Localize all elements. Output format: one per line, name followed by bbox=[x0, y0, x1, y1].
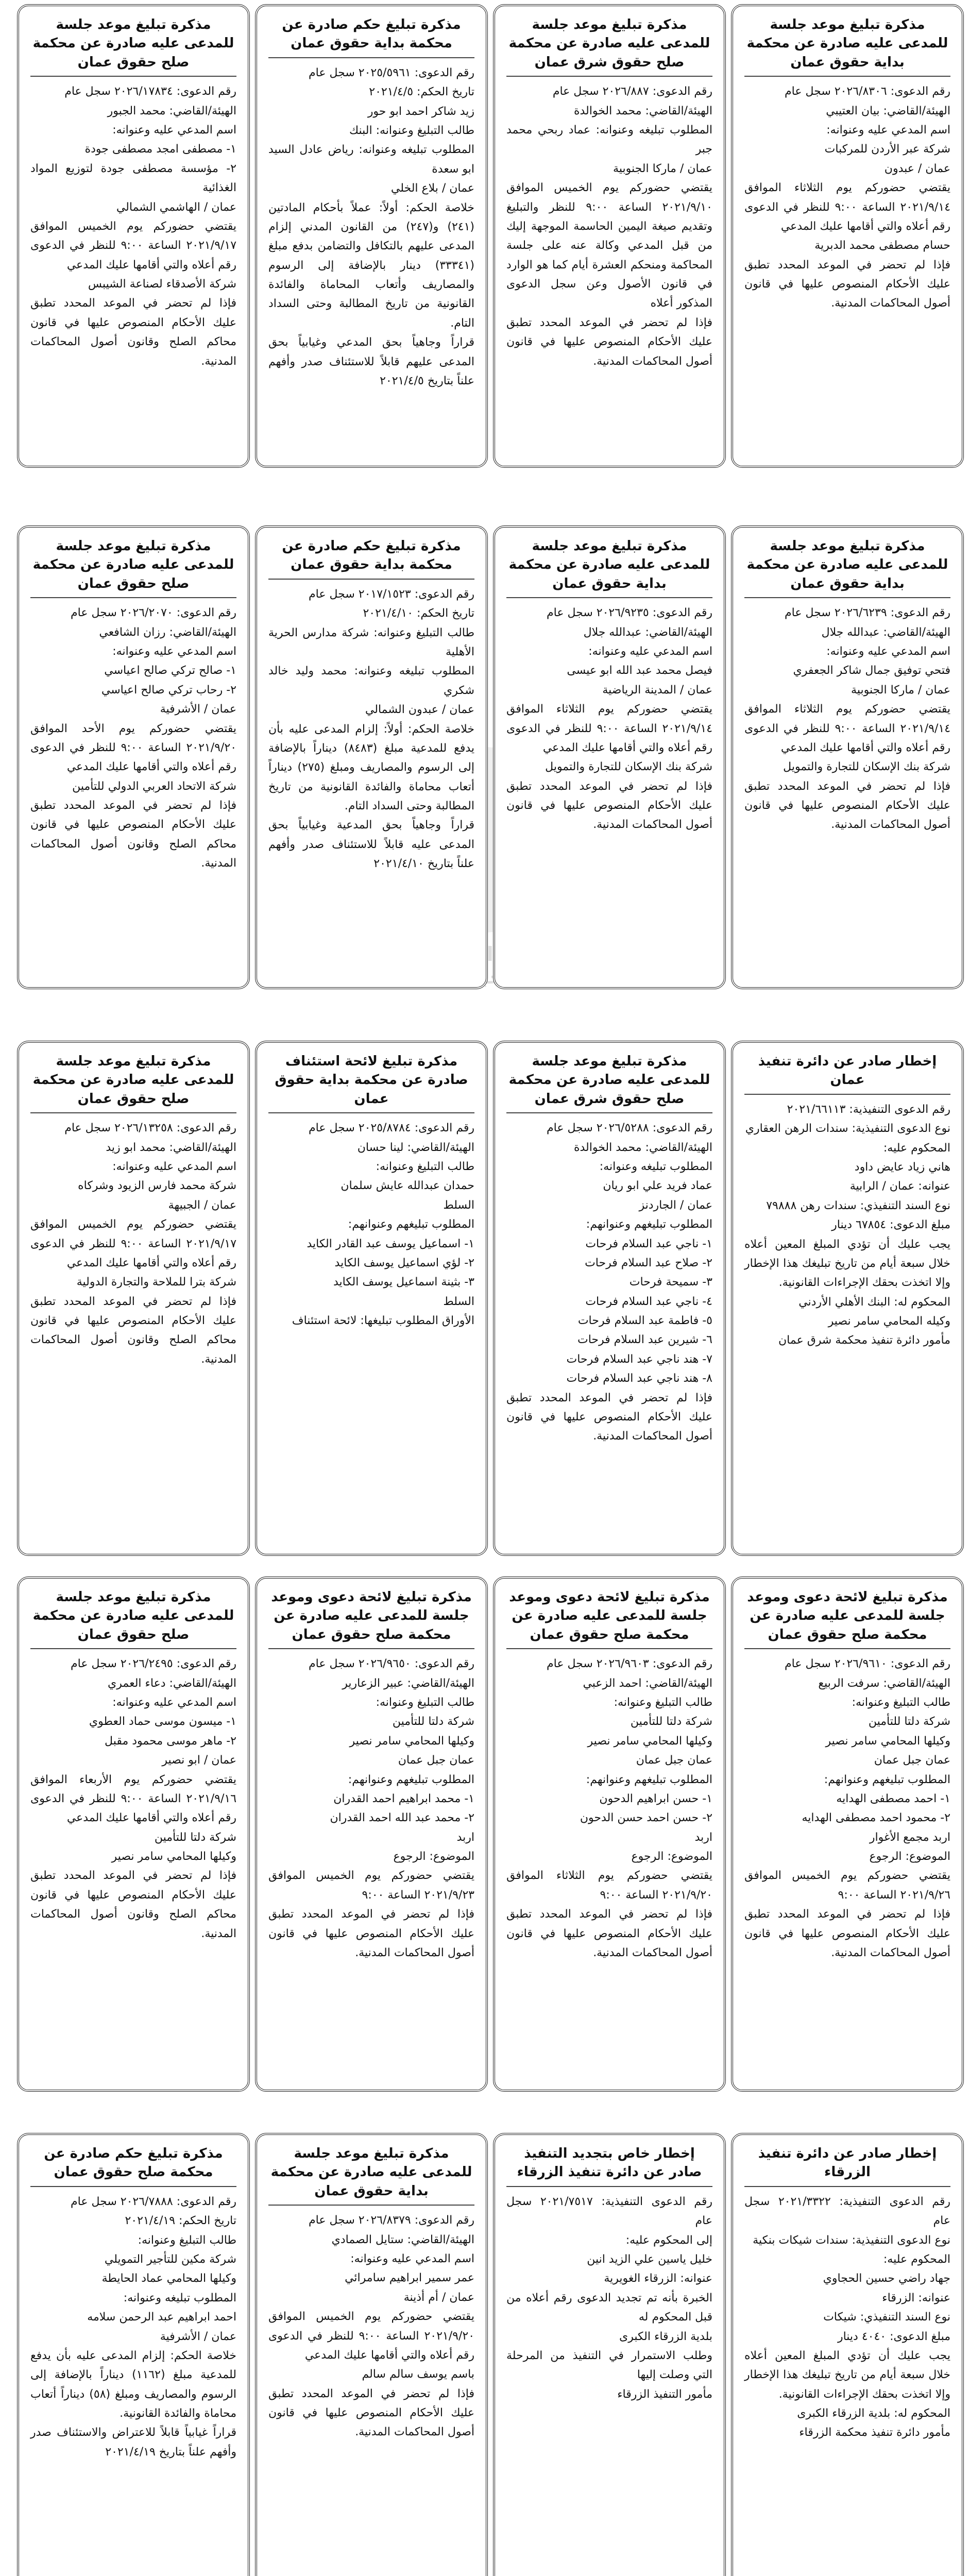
notice-title: مذكرة تبليغ موعد جلسة للمدعى عليه صادرة عن محكمة صلح حقوق عمان bbox=[30, 15, 236, 77]
legal-notice bbox=[255, 1041, 488, 1556]
legal-notice bbox=[493, 2133, 726, 2576]
notice-body: رقم الدعوى: ٢٠٢٦/١٣٢٥٨ سجل عام الهيئة/القاضي: محمد ابو زيد اسم المدعي عليه وعنوانه: شركة محمد فارس الزيود وشركاه عمان / الجبيهة يقتضي حضوركم يوم الخميس الموافق ٢٠٢١/٩/١٧ الساعة ٩:٠٠ للنظر في الدعوى رقم أعلاه والتي أقامها عليك المدعي شركة بترا للملاحة والتجارة الدولية فإذا لم تحضر في الموعد المحدد تطبق عليك الأحكام المنصوص عليها في قانون محاكم الصلح وقانون أصول المحاكمات المدنية. bbox=[30, 1122, 237, 1366]
notice-body: رقم الدعوى التنفيذية: ٢٠٢١/٦٦١١٣ نوع الدعوى التنفيذية: سندات الرهن العقاري المحكوم عليه: هاني زياد عايض داود عنوانه: عمان / الرابية نوع السند التنفيذي: سندات رهن ٧٩٨٨٨ مبلغ الدعوى: ٦٧٨٥٤ دينار يجب عليك أن تؤدي المبلغ المعين أعلاه خلال سبعة أيام من تاريخ تبليغك هذا الإخطار وإلا اتخذت بحقك الإجراءات القانونية. المحكوم له: البنك الأهلي الأردني وكيله المحامي سامر نصير مأمور دائرة تنفيذ محكمة شرق عمان bbox=[744, 1103, 950, 1347]
notice-title: مذكرة تبليغ موعد جلسة للمدعى عليه صادرة عن محكمة صلح حقوق شرق عمان bbox=[506, 15, 712, 77]
legal-notice bbox=[493, 1577, 726, 2092]
notice-title: مذكرة تبليغ موعد جلسة للمدعى عليه صادرة عن محكمة صلح حقوق عمان bbox=[30, 1052, 236, 1113]
legal-notice bbox=[17, 1577, 250, 2092]
notice-title: مذكرة تبليغ موعد جلسة للمدعى عليه صادرة عن محكمة بداية حقوق عمان bbox=[744, 537, 950, 598]
notice-title: مذكرة تبليغ حكم صادرة عن محكمة بداية حقوق عمان bbox=[268, 15, 474, 58]
notice-title: إخطار خاص بتجديد التنفيذ صادر عن دائرة تنفيذ الزرقاء bbox=[506, 2144, 712, 2187]
notice-title: مذكرة تبليغ موعد جلسة للمدعى عليه صادرة عن محكمة بداية حقوق عمان bbox=[744, 15, 950, 77]
notice-body: رقم الدعوى: ٢٠٢٦/٨٣٧٩ سجل عام الهيئة/القاضي: ستايل الصمادي اسم المدعي عليه وعنوانه: عمر سمير ابراهيم سامرائي عمان / أم أذينة يقتضي حضوركم يوم الخميس الموافق ٢٠٢١/٩/٢٠ الساعة ٩:٠٠ للنظر في الدعوى رقم أعلاه والتي أقامها عليك المدعي باسم يوسف سالم سالم فإذا لم تحضر في الموعد المحدد تطبق عليك الأحكام المنصوص عليها في قانون أصول المحاكمات المدنية. bbox=[268, 2214, 475, 2439]
legal-notice bbox=[493, 526, 726, 989]
legal-notice bbox=[493, 4, 726, 468]
notice-title: مذكرة تبليغ لائحة استئناف صادرة عن محكمة بداية حقوق عمان bbox=[268, 1052, 474, 1113]
notice-body: رقم الدعوى: ٢٠٢٦/٨٨٧ سجل عام الهيئة/القاضي: محمد الخوالدة المطلوب تبليغه وعنوانه: عماد ربحي محمد جبر عمان / ماركا الجنوبية يقتضي حضوركم يوم الخميس الموافق ٢٠٢١/٩/١٠ الساعة ٩:٠٠ للنظر والتبليغ وتقديم صيغة اليمين الحاسمة الموجهة إليك من قبل المدعي وكالة عنه على جلسة المحاكمة ومنحكم العشرة أيام كما هو الوارد في قانون الأصول وعن سجل الدعوى المذكور أعلاه فإذا لم تحضر في الموعد المحدد تطبق عليك الأحكام المنصوص عليها في قانون أصول المحاكمات المدنية. bbox=[506, 85, 712, 368]
notice-title: إخطار صادر عن دائرة تنفيذ الزرقاء bbox=[744, 2144, 950, 2187]
legal-notice bbox=[731, 1577, 964, 2092]
legal-notice bbox=[255, 2133, 488, 2576]
notice-title: مذكرة تبليغ لائحة دعوى وموعد جلسة للمدعى عليه صادرة عن محكمة صلح حقوق عمان bbox=[506, 1588, 712, 1649]
notice-body: رقم الدعوى: ٢٠٢٦/٩٢٣٥ سجل عام الهيئة/القاضي: عبدالله جلال اسم المدعي عليه وعنوانه: فيصل محمد عبد الله ابو عيسى عمان / المدينة الرياضية يقتضي حضوركم يوم الثلاثاء الموافق ٢٠٢١/٩/١٤ الساعة ٩:٠٠ للنظر في الدعوى رقم أعلاه والتي أقامها عليك المدعي شركة بنك الإسكان للتجارة والتمويل فإذا لم تحضر في الموعد المحدد تطبق عليك الأحكام المنصوص عليها في قانون أصول المحاكمات المدنية. bbox=[506, 606, 713, 832]
notice-body: رقم الدعوى: ٢٠٢٦/٢٤٩٥ سجل عام الهيئة/القاضي: دعاء العمري اسم المدعي عليه وعنوانه: ١- ميسون موسى حماد العطوي ٢- ماهر موسى محمود مقبل عمان / ابو نصير يقتضي حضوركم يوم الأربعاء الموافق ٢٠٢١/٩/١٦ الساعة ٩:٠٠ للنظر في الدعوى رقم أعلاه والتي أقامها عليك المدعي شركة دلتا للتأمين وكيلها المحامي سامر نصير فإذا لم تحضر في الموعد المحدد تطبق عليك الأحكام المنصوص عليها في قانون محاكم الصلح وقانون أصول المحاكمات المدنية. bbox=[30, 1657, 237, 1940]
notice-body: رقم الدعوى: ٢٠١٧/١٥٢٣ سجل عام تاريخ الحكم: ٢٠٢١/٤/١٠ طالب التبليغ وعنوانه: شركة مدارس الحرية الأهلية المطلوب تبليغه وعنوانه: محمد وليد خالد شكري عمان / عبدون الشمالي خلاصة الحكم: أولاً: إلزام المدعى عليه بأن يدفع للمدعية مبلغ (٨٤٨٣) ديناراً بالإضافة إلى الرسوم والمصاريف ومبلغ (٢٧٥) ديناراً أتعاب محاماة والفائدة القانونية من تاريخ المطالبة وحتى السداد التام. قراراً وجاهياً بحق المدعية وغيابياً بحق المدعى عليه قابلاً للاستئناف صدر وأفهم علناً بتاريخ ٢٠٢١/٤/١٠ bbox=[268, 587, 475, 871]
notice-title: مذكرة تبليغ موعد جلسة للمدعى عليه صادرة عن محكمة بداية حقوق عمان bbox=[506, 537, 712, 598]
legal-notice bbox=[255, 4, 488, 468]
notice-body: رقم الدعوى: ٢٠٢٦/٩٦٥٠ سجل عام الهيئة/القاضي: عبير الزعارير طالب التبليغ وعنوانه: شركة دلتا للتأمين وكيلها المحامي سامر نصير عمان جبل عمان المطلوب تبليغهم وعنوانهم: ١- محمد ابراهيم احمد القدران ٢- محمد عبد الله احمد القدران اربد الموضوع: الرجوع يقتضي حضوركم يوم الخميس الموافق ٢٠٢١/٩/٢٣ الساعة ٩:٠٠ فإذا لم تحضر في الموعد المحدد تطبق عليك الأحكام المنصوص عليها في قانون أصول المحاكمات المدنية. bbox=[268, 1657, 474, 1960]
notice-title: مذكرة تبليغ موعد جلسة للمدعى عليه صادرة عن محكمة بداية حقوق عمان bbox=[268, 2144, 474, 2206]
notice-title: مذكرة تبليغ موعد جلسة للمدعى عليه صادرة عن محكمة صلح حقوق عمان bbox=[30, 1588, 236, 1649]
notice-body: رقم الدعوى: ٢٠٢٦/١٧٨٣٤ سجل عام الهيئة/القاضي: محمد الجبور اسم المدعي عليه وعنوانه: ١- مصطفى امجد مصطفى جودة ٢- مؤسسة مصطفى جودة لتوزيع المواد الغذائية عمان / الهاشمي الشمالي يقتضي حضوركم يوم الخميس الموافق ٢٠٢١/٩/١٧ الساعة ٩:٠٠ للنظر في الدعوى رقم أعلاه والتي أقامها عليك المدعي شركة الأصدقاء لصناعة الشيبس فإذا لم تحضر في الموعد المحدد تطبق عليك الأحكام المنصوص عليها في قانون محاكم الصلح وقانون أصول المحاكمات المدنية. bbox=[30, 85, 237, 368]
notice-body: رقم الدعوى التنفيذية: ٢٠٢١/٧٥١٧ سجل عام إلى المحكوم عليه: خليل ياسين علي الزيد انين عنوانه: الزرقاء الغويرية الخبرة بأنه تم تجديد الدعوى رقم أعلاه من قبل المحكوم له بلدية الزرقاء الكبرى وطلب الاستمرار في التنفيذ من المرحلة التي وصلت إليها مأمور التنفيذ الزرقاء bbox=[506, 2195, 713, 2401]
notice-title: مذكرة تبليغ لائحة دعوى وموعد جلسة للمدعى عليه صادرة عن محكمة صلح حقوق عمان bbox=[268, 1588, 474, 1649]
notice-title: مذكرة تبليغ حكم صادرة عن محكمة صلح حقوق عمان bbox=[30, 2144, 236, 2187]
notice-body: رقم الدعوى: ٢٠٢٦/٢٠٧٠ سجل عام الهيئة/القاضي: رزان الشافعي اسم المدعي عليه وعنوانه: ١- صالح تركي صالح اعياسي ٢- رحاب تركي صالح اعياسي عمان / الأشرفية يقتضي حضوركم يوم الأحد الموافق ٢٠٢١/٩/٢٠ الساعة ٩:٠٠ للنظر في الدعوى رقم أعلاه والتي أقامها عليك المدعي شركة الاتحاد العربي الدولي للتأمين فإذا لم تحضر في الموعد المحدد تطبق عليك الأحكام المنصوص عليها في قانون محاكم الصلح وقانون أصول المحاكمات المدنية. bbox=[30, 606, 237, 870]
legal-notice bbox=[17, 2133, 250, 2576]
legal-notice bbox=[255, 526, 488, 989]
notice-body: رقم الدعوى: ٢٠٢٦/٧٨٨٨ سجل عام تاريخ الحكم: ٢٠٢١/٤/١٩ طالب التبليغ وعنوانه: شركة مكين للتأجير التمويلي وكيلها المحامي عماد الحايطة المطلوب تبليغه وعنوانه: احمد ابراهيم عبد الرحمن سلامه عمان / الأشرفية خلاصة الحكم: إلزام المدعى عليه بأن يدفع للمدعية مبلغ (١١٦٢) ديناراً بالإضافة إلى الرسوم والمصاريف ومبلغ (٥٨) ديناراً أتعاب محاماة والفائدة القانونية. قراراً غيابياً قابلاً للاعتراض والاستئناف صدر وأفهم علناً بتاريخ ٢٠٢١/٤/١٩ bbox=[30, 2195, 236, 2459]
notice-body: رقم الدعوى: ٢٠٢٦/٩٦٠٣ سجل عام الهيئة/القاضي: احمد الزعبي طالب التبليغ وعنوانه: شركة دلتا للتأمين وكيلها المحامي سامر نصير عمان جبل عمان المطلوب تبليغهم وعنوانهم: ١- حسن ابراهيم الدحون ٢- حسن احمد حسن الدحون اربد الموضوع: الرجوع يقتضي حضوركم يوم الثلاثاء الموافق ٢٠٢١/٩/٢٠ الساعة ٩:٠٠ فإذا لم تحضر في الموعد المحدد تطبق عليك الأحكام المنصوص عليها في قانون أصول المحاكمات المدنية. bbox=[506, 1657, 712, 1960]
notice-body: رقم الدعوى: ٢٠٢٦/٨٣٠٦ سجل عام الهيئة/القاضي: بيان العتيبي اسم المدعي عليه وعنوانه: شركة عبر الأردن للمركبات عمان / عبدون يقتضي حضوركم يوم الثلاثاء الموافق ٢٠٢١/٩/١٤ الساعة ٩:٠٠ للنظر في الدعوى رقم أعلاه والتي أقامها عليك المدعي حسام مصطفى محمد الدبرية فإذا لم تحضر في الموعد المحدد تطبق عليك الأحكام المنصوص عليها في قانون أصول المحاكمات المدنية. bbox=[744, 85, 951, 310]
legal-notice bbox=[731, 1041, 964, 1556]
legal-notice bbox=[731, 4, 964, 468]
notice-body: رقم الدعوى: ٢٠٢٦/٥٢٨٨ سجل عام الهيئة/القاضي: محمد الخوالدة المطلوب تبليغه وعنوانه: عماد فريد علي ابو ريان عمان / الجاردنز المطلوب تبليغهم وعنوانهم: ١- ناجي عبد السلام فرحات ٢- صلاح عبد السلام فرحات ٣- سميحة فرحات ٤- ناجي عبد السلام فرحات ٥- فاطمة عبد السلام فرحات ٦- شيرين عبد السلام فرحات ٧- هند ناجي عبد السلام فرحات ٨- هند ناجي عبد السلام فرحات فإذا لم تحضر في الموعد المحدد تطبق عليك الأحكام المنصوص عليها في قانون أصول المحاكمات المدنية. bbox=[506, 1122, 712, 1443]
notice-body: رقم الدعوى: ٢٠٢٦/٦٢٣٩ سجل عام الهيئة/القاضي: عبدالله جلال اسم المدعي عليه وعنوانه: فتحي توفيق جمال شاكر الجعفري عمان / ماركا الجنوبية يقتضي حضوركم يوم الثلاثاء الموافق ٢٠٢١/٩/١٤ الساعة ٩:٠٠ للنظر في الدعوى رقم أعلاه والتي أقامها عليك المدعي شركة بنك الإسكان للتجارة والتمويل فإذا لم تحضر في الموعد المحدد تطبق عليك الأحكام المنصوص عليها في قانون أصول المحاكمات المدنية. bbox=[744, 606, 951, 832]
legal-notice bbox=[493, 1041, 726, 1556]
legal-notice bbox=[731, 526, 964, 989]
notice-title: إخطار صادر عن دائرة تنفيذ عمان bbox=[744, 1052, 950, 1095]
notice-body: رقم الدعوى: ٢٠٢٥/٨٧٨٤ سجل عام الهيئة/القاضي: لينا حسان طالب التبليغ وعنوانه: حمدان عبدالله عايش سلمان السلط المطلوب تبليغهم وعنوانهم: ١- اسماعيل يوسف عبد القادر الكايد ٢- لؤي اسماعيل يوسف الكايد ٣- بثينة اسماعيل يوسف الكايد السلط الأوراق المطلوب تبليغها: لائحة استئناف bbox=[292, 1122, 474, 1328]
legal-notice bbox=[17, 1041, 250, 1556]
legal-notice bbox=[17, 4, 250, 468]
legal-notice bbox=[17, 526, 250, 989]
legal-notice bbox=[255, 1577, 488, 2092]
notice-title: مذكرة تبليغ موعد جلسة للمدعى عليه صادرة عن محكمة صلح حقوق عمان bbox=[30, 537, 236, 598]
notice-title: مذكرة تبليغ موعد جلسة للمدعى عليه صادرة عن محكمة صلح حقوق شرق عمان bbox=[506, 1052, 712, 1113]
notice-title: مذكرة تبليغ لائحة دعوى وموعد جلسة للمدعى عليه صادرة عن محكمة صلح حقوق عمان bbox=[744, 1588, 950, 1649]
notice-body: رقم الدعوى التنفيذية: ٢٠٢١/٣٣٢٢ سجل عام نوع الدعوى التنفيذية: سندات شيكات بنكية المحكوم عليه: جهاد راضي حسين الحجاوي عنوانه: الزرقاء نوع السند التنفيذي: شيكات مبلغ الدعوى: ٤٠٤٠ دينار يجب عليك أن تؤدي المبلغ المعين أعلاه خلال سبعة أيام من تاريخ تبليغك هذا الإخطار وإلا اتخذت بحقك الإجراءات القانونية. المحكوم له: بلدية الزرقاء الكبرى مأمور دائرة تنفيذ محكمة الزرقاء bbox=[744, 2195, 951, 2439]
notice-body: رقم الدعوى: ٢٠٢٥/٥٩٦١ سجل عام تاريخ الحكم: ٢٠٢١/٤/٥ زيد شاكر احمد ابو حور طالب التبليغ وعنوانه: البنك المطلوب تبليغه وعنوانه: رياض عادل السيد ابو سعدة عمان / بلاع الخلي خلاصة الحكم: أولاً: عملاً بأحكام المادتين (٢٤١) و(٢٤٧) من القانون المدني إلزام المدعى عليهم بالتكافل والتضامن بدفع مبلغ (٣٣٣٤١) دينار بالإضافة إلى الرسوم والمصاريف وأتعاب المحاماة والفائدة القانونية من تاريخ المطالبة وحتى السداد التام. قراراً وجاهياً بحق المدعي وغيابياً بحق المدعى عليهم قابلاً للاستئناف صدر وأفهم علناً بتاريخ ٢٠٢١/٤/٥ bbox=[268, 66, 474, 388]
notice-body: رقم الدعوى: ٢٠٢٦/٩٦١٠ سجل عام الهيئة/القاضي: سرفت الربيع طالب التبليغ وعنوانه: شركة دلتا للتأمين وكيلها المحامي سامر نصير عمان جبل عمان المطلوب تبليغهم وعنوانهم: ١- احمد مصطفى الهدايه ٢- محمود احمد مصطفى الهدايه اربد مجمع الأغوار الموضوع: الرجوع يقتضي حضوركم يوم الخميس الموافق ٢٠٢١/٩/٢٦ الساعة ٩:٠٠ فإذا لم تحضر في الموعد المحدد تطبق عليك الأحكام المنصوص عليها في قانون أصول المحاكمات المدنية. bbox=[744, 1657, 950, 1960]
legal-notice bbox=[731, 2133, 964, 2576]
notice-title: مذكرة تبليغ حكم صادرة عن محكمة بداية حقوق عمان bbox=[268, 537, 474, 580]
